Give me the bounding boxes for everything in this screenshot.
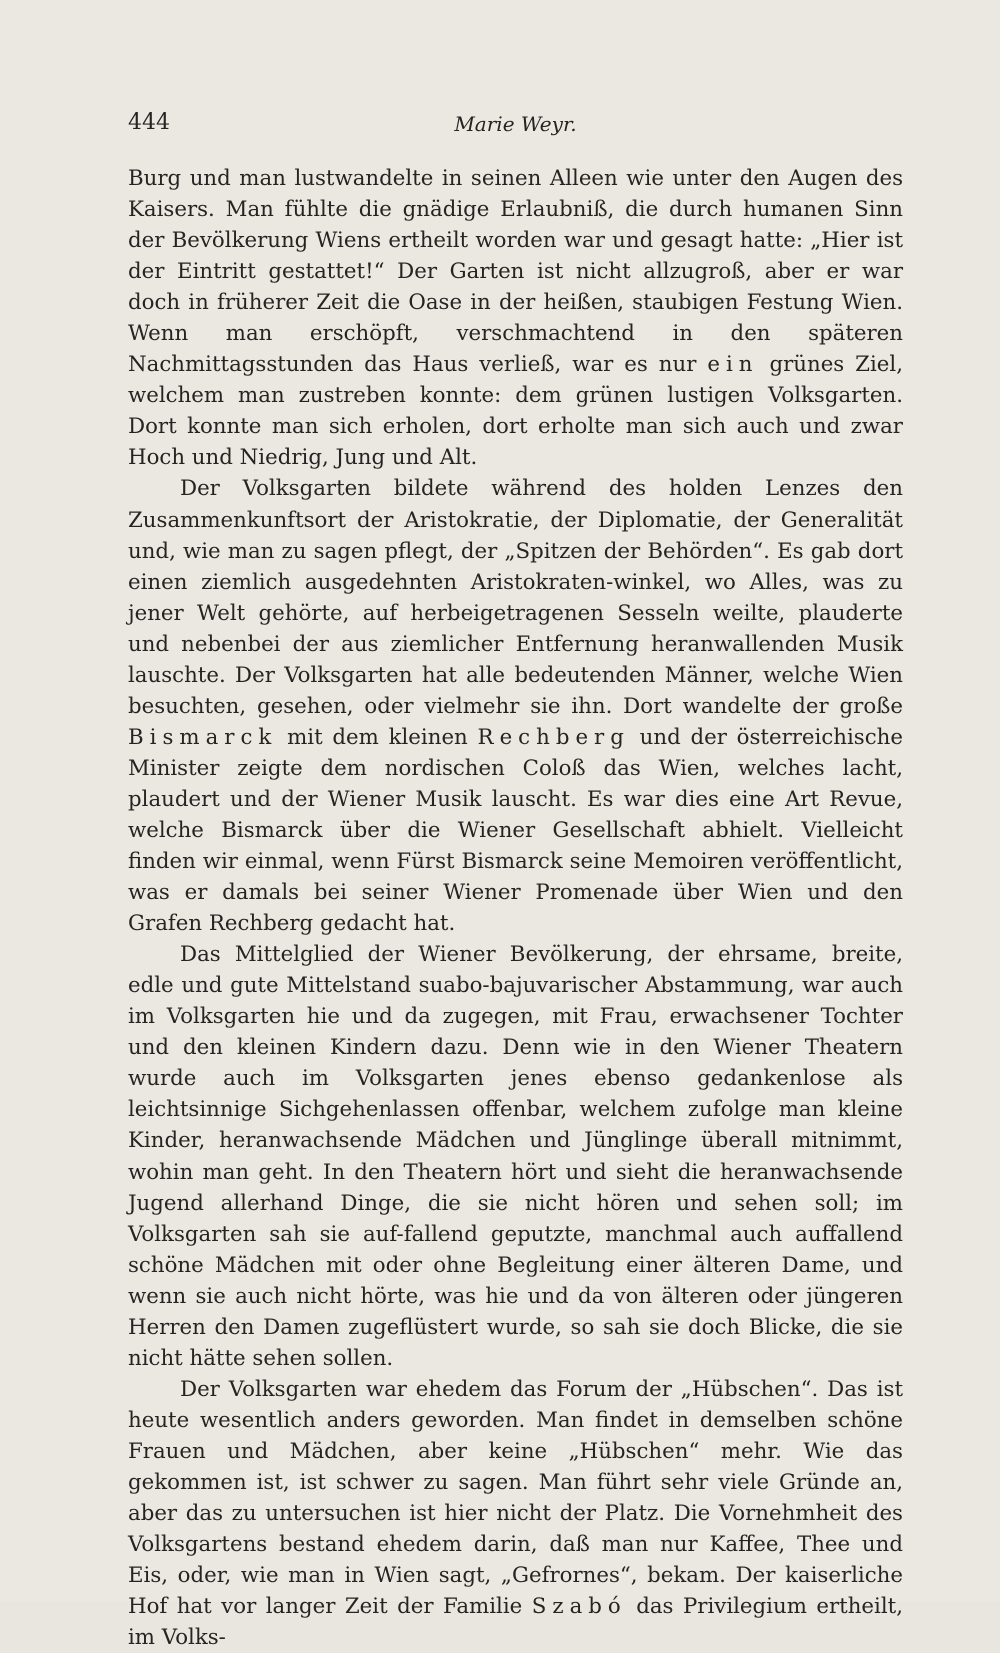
spaced-name: Rechberg: [477, 724, 630, 750]
body-text: [128, 163, 903, 1653]
spaced-word: ein: [707, 352, 759, 378]
text-run: das Privilegium ertheilt, im Volks-: [128, 1594, 903, 1651]
spaced-name: Bismarck: [128, 724, 278, 750]
text-run: mit dem kleinen: [277, 724, 478, 750]
paragraph: [128, 1374, 903, 1653]
spaced-name: Szabó: [531, 1594, 627, 1620]
text-run: grünes Ziel, welchem man zustreben konnte: dem grünen lustigen Volksgarten. Dort konnte man sich erholen, dort erholte man sich auch und zwar Hoch und Niedrig, Jung und Alt.: [128, 352, 903, 471]
text-run: Der Volksgarten bildete während des holden Lenzes den Zusammenkunftsort der Aristokratie, der Diplomatie, der Generalität und, wie man zu sagen pflegt, der „Spitzen der Behörden“. Es gab dort einen ziemlich ausgedehnten Aristokraten-winkel, wo Alles, was zu jener Welt gehörte, auf herbeigetragenen Sesseln weilte, plauderte und nebenbei der aus ziemlicher Entfernung heranwallenden Musik lauschte. Der Volksgarten hat alle bedeutenden Männer, welche Wien besuchten, gesehen, oder vielmehr sie ihn. Dort wandelte der große: [128, 476, 903, 719]
page-header: [128, 110, 903, 142]
paragraph: [128, 163, 903, 473]
page-number: 444: [128, 110, 170, 135]
paragraph: [128, 473, 903, 939]
running-head: Marie Weyr.: [454, 112, 577, 136]
text-run: Burg und man lustwandelte in seinen Alleen wie unter den Augen des Kaisers. Man fühlte die gnädige Erlaubniß, die durch humanen Sinn der Bevölkerung Wiens ertheilt worden war und gesagt hatte: „Hier ist der Eintritt gestattet!“ Der Garten ist nicht allzugroß, aber er war doch in früherer Zeit die Oase in der heißen, staubigen Festung Wien. Wenn man erschöpft, verschmachtend in den späteren Nachmittagsstunden das Haus verließ, war es nur: [128, 166, 903, 378]
text-run: und der österreichische Minister zeigte dem nordischen Coloß das Wien, welches lacht, plaudert und der Wiener Musik lauscht. Es war dies eine Art Revue, welche Bismarck über die Wiener Gesellschaft abhielt. Vielleicht finden wir einmal, wenn Fürst Bismarck seine Memoiren veröffentlicht, was er damals bei seiner Wiener Promenade über Wien und den Grafen Rechberg gedacht hat.: [128, 724, 903, 937]
text-run: Der Volksgarten war ehedem das Forum der „Hübschen“. Das ist heute wesentlich anders geworden. Man findet in demselben schöne Frauen und Mädchen, aber keine „Hübschen“ mehr. Wie das gekommen ist, ist schwer zu sagen. Man führt sehr viele Gründe an, aber das zu untersuchen ist hier nicht der Platz. Die Vornehmheit des Volksgartens bestand ehedem darin, daß man nur Kaffee, Thee und Eis, oder, wie man in Wien sagt, „Gefrornes“, bekam. Der kaiserliche Hof hat vor langer Zeit der Familie: [128, 1376, 903, 1620]
text-run: Das Mittelglied der Wiener Bevölkerung, der ehrsame, breite, edle und gute Mittelstand suabo-bajuvarischer Abstammung, war auch im Volksgarten hie und da zugegen, mit Frau, erwachsener Tochter und den kleinen Kindern dazu. Denn wie in den Wiener Theatern wurde auch im Volksgarten jenes ebenso gedankenlose als leichtsinnige Sichgehenlassen offenbar, welchem zufolge man kleine Kinder, heranwachsende Mädchen und Jünglinge überall mitnimmt, wohin man geht. In den Theatern hört und sieht die heranwachsende Jugend allerhand Dinge, die sie nicht hören und sehen soll; im Volksgarten sah sie auf-fallend geputzte, manchmal auch auffallend schöne Mädchen mit oder ohne Begleitung einer älteren Dame, und wenn sie auch nicht hörte, was hie und da von älteren oder jüngeren Herren den Damen zugeflüstert wurde, so sah sie doch Blicke, die sie nicht hätte sehen sollen.: [128, 942, 903, 1371]
paragraph: [128, 939, 903, 1374]
